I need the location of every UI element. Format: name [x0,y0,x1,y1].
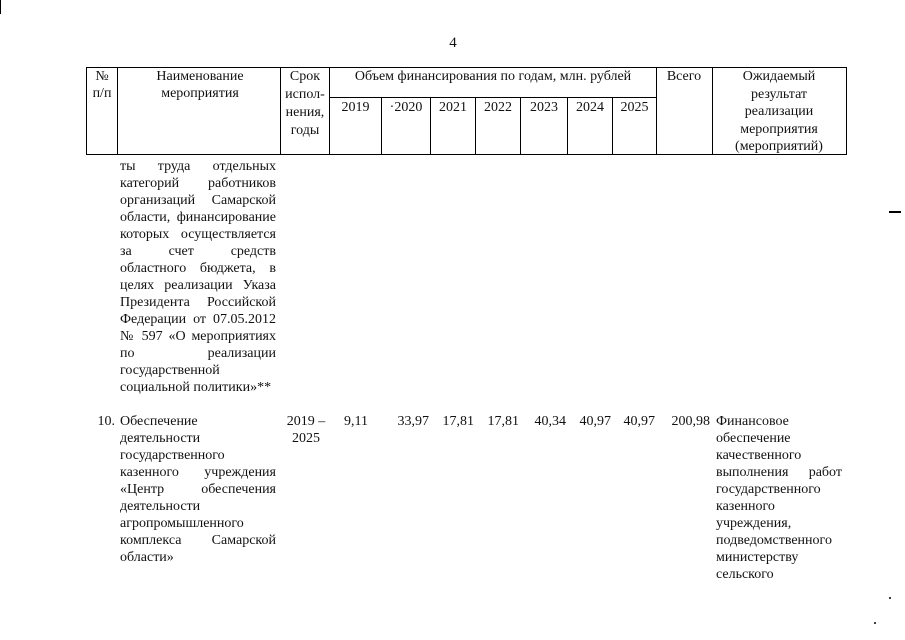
header-year-2023: 2023 [530,100,558,115]
col-divider-name [280,67,281,155]
row-name-continuation: ты труда отдельных категорий работников организаций Самарской области, финансирование которых осуществляется за счет средств областного бюджета, в целях реализации Указа Президента Российской Федерации от 07.05.2012 № 597 «О мероприятиях по реализации государственной социальной политики»** [120,159,276,395]
scan-mark-edge [0,0,1,14]
page-number: 4 [449,35,457,51]
table-border-right [846,67,847,155]
row-total: 200,98 [671,414,710,429]
table-border-left [86,67,87,155]
col-divider-num [117,67,118,155]
table-border-years [329,97,656,98]
header-year-2025: 2025 [620,100,649,115]
scan-dot [889,597,891,599]
row-term: 2019 – 2025 [286,414,326,446]
row-num: 10. [97,414,115,429]
header-year-2022: 2022 [484,100,512,115]
row-value-2024: 40,97 [579,414,611,429]
header-year-2020: ·2020 [389,100,423,115]
header-funding: Объем финансирования по годам, млн. рублей [354,69,632,84]
row-result: Финансовое обеспечение качественного выполнения работ государственного казенного учреждения, подведомственного министерству сельского [716,414,842,582]
row-value-2020: 33,97 [397,414,429,429]
row-value-2025: 40,97 [623,414,655,429]
row-value-2022: 17,81 [487,414,519,429]
col-divider-total [656,67,657,155]
header-result: Ожидаемый результат реализации мероприятия (мероприятий) [735,69,823,154]
header-num: № п/п [92,69,112,101]
header-year-2024: 2024 [576,100,604,115]
header-year-2019: 2019 [341,100,370,115]
header-name: Наименование мероприятия [156,69,244,101]
row-name: Обеспечение деятельности государственного казенного учреждения «Центр обеспечения деятельности агропромышленного комплекса Самарской области» [120,414,276,565]
row-value-2023: 40,34 [534,414,566,429]
header-year-2021: 2021 [439,100,467,115]
scan-mark-dash [889,211,901,213]
col-divider-result [712,67,713,155]
row-value-2019: 9,11 [344,414,368,429]
row-value-2021: 17,81 [442,414,474,429]
header-total: Всего [666,69,702,84]
scan-dot [874,622,876,624]
header-term: Срок испол-нения, годы [285,69,325,138]
